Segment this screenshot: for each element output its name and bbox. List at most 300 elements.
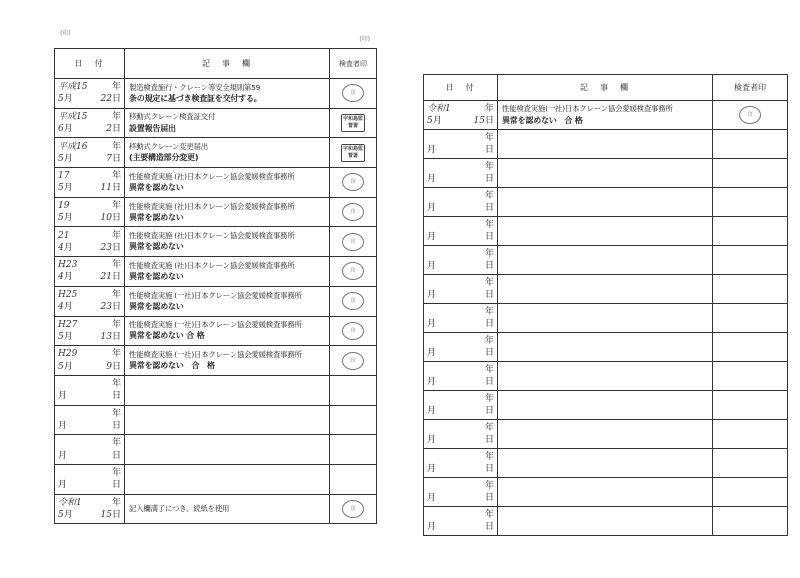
month-value: 4	[58, 272, 64, 283]
log-row	[424, 159, 788, 188]
day-value: 11	[100, 183, 112, 194]
date-line-monthday	[58, 450, 121, 462]
year-value: 19	[58, 200, 70, 211]
log-row	[424, 333, 788, 362]
month-label: 月	[63, 124, 73, 135]
entry-cell	[125, 108, 330, 138]
year-label: 年	[111, 141, 121, 152]
date-line-year	[58, 259, 121, 271]
date-cell	[424, 246, 498, 275]
date-line-year	[58, 408, 121, 420]
log-row	[55, 346, 377, 376]
inspector-stamp	[330, 203, 376, 221]
date-line-monthday	[58, 420, 121, 432]
date-cell	[424, 188, 498, 217]
month-value: 4	[58, 302, 64, 313]
inspector-cell	[330, 168, 377, 198]
month-value: 5	[58, 153, 64, 164]
date-cell	[55, 405, 125, 435]
month-label: 月	[58, 450, 68, 461]
date-cell	[424, 333, 498, 362]
entry-line-2: 異常を認めない 合 格	[129, 361, 215, 371]
inspector-cell	[713, 217, 788, 246]
inspector-stamp	[330, 262, 376, 280]
day-label: 日	[484, 232, 494, 242]
entry-cell	[125, 286, 330, 316]
date-line-year	[427, 103, 494, 115]
date-cell	[424, 362, 498, 391]
inspector-cell	[713, 420, 788, 449]
date-line-monthday	[58, 123, 121, 135]
left-page	[54, 30, 376, 524]
year-label: 年	[111, 200, 121, 211]
month-label: 月	[63, 242, 73, 253]
month-label: 月	[427, 203, 437, 213]
year-label: 年	[484, 335, 494, 346]
date-line-year	[58, 348, 121, 360]
date-line-monthday	[58, 390, 121, 402]
month-value: 4	[58, 242, 64, 253]
year-value: 16	[76, 141, 88, 152]
entry-cell	[125, 346, 330, 376]
inspector-cell	[330, 138, 377, 168]
day-label: 日	[484, 261, 494, 271]
entry-cell	[498, 246, 713, 275]
date-line-monthday	[58, 479, 121, 491]
inspector-cell	[330, 286, 377, 316]
date-line-year	[427, 219, 494, 231]
year-label: 年	[111, 290, 121, 301]
month-label: 月	[427, 261, 437, 271]
date-line-year	[58, 170, 121, 182]
entry-cell	[125, 375, 330, 405]
month-label: 月	[427, 232, 437, 242]
day-value: 7	[106, 153, 112, 164]
day-value: 10	[100, 213, 112, 224]
date-line-year	[427, 335, 494, 347]
entry-line-2: 条の規定に基づき検査証を交付する。	[129, 93, 262, 103]
log-row	[55, 375, 377, 405]
entry-cell	[498, 275, 713, 304]
log-row	[55, 316, 377, 346]
inspector-stamp	[330, 84, 376, 102]
entry-line-2: 異常を認めない	[129, 182, 184, 192]
day-label: 日	[111, 242, 121, 253]
era-value: 令和1	[427, 103, 451, 114]
entry-cell	[125, 435, 330, 465]
day-label: 日	[484, 174, 494, 184]
month-label: 月	[427, 319, 437, 329]
date-line-monthday	[58, 361, 121, 373]
inspector-cell	[330, 108, 377, 138]
date-line-monthday	[58, 242, 121, 254]
entry-cell	[498, 130, 713, 159]
date-line-year	[427, 480, 494, 492]
inspector-stamp	[330, 114, 376, 132]
date-line-year	[427, 393, 494, 405]
day-label: 日	[111, 124, 121, 135]
date-line-year	[427, 248, 494, 260]
date-line-monthday	[58, 301, 121, 313]
inspector-cell	[713, 246, 788, 275]
day-value: 15	[100, 509, 112, 520]
inspector-stamp	[330, 500, 376, 518]
date-line-year	[427, 422, 494, 434]
date-line-year	[427, 190, 494, 202]
year-label: 年	[111, 497, 121, 508]
log-row	[55, 464, 377, 494]
seal-icon: 印	[342, 322, 364, 340]
year-label: 年	[484, 422, 494, 433]
log-row	[424, 391, 788, 420]
year-label: 年	[111, 349, 121, 360]
date-line-monthday	[58, 153, 121, 165]
day-value: 15	[473, 116, 485, 126]
date-line-monthday	[427, 347, 494, 359]
date-cell	[424, 449, 498, 478]
date-cell	[55, 227, 125, 257]
month-label: 月	[427, 290, 437, 300]
entry-line-1: 製造検査施行・クレーン等安全規則第59	[129, 82, 261, 92]
date-line-monthday	[58, 509, 121, 521]
date-line-monthday	[58, 331, 121, 343]
day-label: 日	[111, 272, 121, 283]
year-label: 年	[484, 509, 494, 520]
entry-line-2: 異常を認めない	[129, 212, 184, 222]
date-cell	[424, 304, 498, 333]
era-value: 平成	[58, 111, 77, 122]
entry-header: 記 事 欄	[125, 49, 330, 79]
log-row	[424, 478, 788, 507]
year-value: 17	[58, 171, 70, 182]
day-value: 2	[106, 124, 112, 135]
date-line-year	[58, 437, 121, 449]
date-line-monthday	[427, 144, 494, 156]
inspector-header: 検査者印	[330, 49, 377, 79]
inspector-cell	[330, 79, 377, 109]
log-row	[55, 108, 377, 138]
inspector-cell	[713, 275, 788, 304]
day-label: 日	[111, 450, 121, 461]
entry-cell	[125, 405, 330, 435]
inspector-cell	[713, 188, 788, 217]
date-cell	[55, 494, 125, 524]
day-label: 日	[111, 183, 121, 194]
month-label: 月	[58, 391, 68, 402]
log-row	[424, 246, 788, 275]
year-label: 年	[484, 190, 494, 201]
entry-line-1: 移動式クレーン検査証交付	[129, 112, 216, 122]
inspector-cell	[713, 333, 788, 362]
date-cell	[424, 275, 498, 304]
inspector-cell	[330, 197, 377, 227]
month-value: 5	[58, 183, 64, 194]
log-row	[424, 304, 788, 333]
date-cell	[55, 108, 125, 138]
day-value: 21	[100, 272, 112, 283]
day-label: 日	[484, 377, 494, 387]
day-label: 日	[484, 203, 494, 213]
entry-cell	[498, 449, 713, 478]
seal-icon: 印	[342, 233, 364, 251]
corner-stamp-left: (印)	[60, 30, 71, 37]
day-value: 13	[100, 331, 112, 342]
year-label: 年	[111, 260, 121, 271]
entry-line-2: (主要構造部分変更)	[129, 153, 199, 163]
date-line-monthday	[58, 93, 121, 105]
date-line-monthday	[427, 492, 494, 504]
entry-cell	[498, 362, 713, 391]
inspector-cell	[713, 478, 788, 507]
log-row	[55, 197, 377, 227]
inspector-stamp	[330, 352, 376, 370]
inspector-cell	[330, 227, 377, 257]
date-cell	[424, 391, 498, 420]
date-cell	[424, 478, 498, 507]
era-value: 令和1	[58, 497, 82, 508]
year-label: 年	[111, 319, 121, 330]
date-cell	[424, 101, 498, 130]
year-label: 年	[484, 132, 494, 143]
date-cell	[55, 257, 125, 287]
seal-icon: 印	[342, 203, 364, 221]
entry-line-1: 性能検査実施 (社)日本クレーン協会愛媛検査事務所	[129, 231, 295, 241]
entry-line-1: 性能検査実施 (一社)日本クレーン協会愛媛検査事務所	[129, 290, 302, 300]
entry-cell	[498, 188, 713, 217]
day-label: 日	[484, 493, 494, 503]
date-line-year	[58, 378, 121, 390]
date-line-monthday	[427, 521, 494, 533]
entry-cell	[498, 391, 713, 420]
log-row	[55, 79, 377, 109]
year-label: 年	[484, 393, 494, 404]
year-label: 年	[484, 103, 494, 114]
year-label: 年	[111, 438, 121, 449]
day-label: 日	[484, 319, 494, 329]
month-label: 月	[427, 174, 437, 184]
log-row	[424, 275, 788, 304]
day-label: 日	[484, 145, 494, 155]
month-label: 月	[427, 406, 437, 416]
inspector-header: 検査者印	[713, 75, 788, 101]
day-label: 日	[484, 348, 494, 358]
month-value: 5	[58, 331, 64, 342]
seal-icon: 宇和島監督署	[341, 144, 365, 162]
month-label: 月	[63, 361, 73, 372]
inspector-cell	[713, 391, 788, 420]
inspector-cell	[330, 435, 377, 465]
log-row	[55, 227, 377, 257]
date-cell	[55, 79, 125, 109]
date-line-year	[58, 200, 121, 212]
log-row	[424, 188, 788, 217]
month-label: 月	[427, 493, 437, 503]
year-label: 年	[484, 248, 494, 259]
entry-line-1: 性能検査実施 (社)日本クレーン協会愛媛検査事務所	[129, 201, 295, 211]
year-label: 年	[484, 306, 494, 317]
date-header: 日 付	[55, 49, 125, 79]
date-line-year	[427, 451, 494, 463]
seal-icon: 印	[342, 173, 364, 191]
seal-icon: 印	[342, 352, 364, 370]
date-cell	[55, 464, 125, 494]
month-label: 月	[427, 464, 437, 474]
day-label: 日	[111, 94, 121, 105]
day-label: 日	[484, 406, 494, 416]
year-label: 年	[111, 171, 121, 182]
date-line-monthday	[58, 182, 121, 194]
entry-cell	[498, 217, 713, 246]
left-log-table	[54, 48, 377, 524]
date-cell	[55, 286, 125, 316]
month-label: 月	[58, 420, 68, 431]
date-line-monthday	[427, 376, 494, 388]
date-cell	[55, 138, 125, 168]
date-line-year	[58, 467, 121, 479]
month-label: 月	[427, 435, 437, 445]
log-row	[424, 101, 788, 130]
day-label: 日	[111, 302, 121, 313]
month-label: 月	[63, 302, 73, 313]
entry-cell	[125, 494, 330, 524]
day-value: 23	[100, 302, 112, 313]
month-label: 月	[432, 116, 442, 126]
date-cell	[55, 346, 125, 376]
date-line-monthday	[427, 318, 494, 330]
month-label: 月	[427, 522, 437, 532]
log-row	[55, 435, 377, 465]
seal-icon: 印	[342, 262, 364, 280]
date-line-year	[58, 81, 121, 93]
inspector-cell	[713, 362, 788, 391]
year-label: 年	[484, 219, 494, 230]
date-cell	[424, 507, 498, 536]
day-value: 23	[100, 242, 112, 253]
date-line-year	[427, 509, 494, 521]
inspector-stamp	[330, 233, 376, 251]
date-line-monthday	[427, 115, 494, 127]
date-line-year	[58, 230, 121, 242]
date-cell	[55, 316, 125, 346]
month-label: 月	[63, 153, 73, 164]
year-value: 21	[58, 230, 70, 241]
inspector-cell	[330, 464, 377, 494]
inspector-stamp	[330, 144, 376, 162]
seal-icon: 印	[342, 500, 364, 518]
seal-icon: 宇和島監督署	[341, 114, 365, 132]
inspector-cell	[330, 346, 377, 376]
date-cell	[55, 435, 125, 465]
inspector-stamp	[330, 322, 376, 340]
month-label: 月	[58, 480, 68, 491]
day-label: 日	[111, 509, 121, 520]
log-row	[55, 494, 377, 524]
date-line-monthday	[427, 405, 494, 417]
inspector-cell	[330, 257, 377, 287]
log-row	[424, 507, 788, 536]
date-line-monthday	[58, 212, 121, 224]
era-value: 平成	[58, 82, 77, 93]
date-cell	[424, 159, 498, 188]
entry-line-2: 異常を認めない	[129, 301, 184, 311]
log-row	[55, 286, 377, 316]
date-cell	[55, 168, 125, 198]
entry-cell	[498, 507, 713, 536]
month-label: 月	[63, 94, 73, 105]
date-line-year	[427, 277, 494, 289]
day-label: 日	[111, 213, 121, 224]
month-value: 5	[58, 94, 64, 105]
month-label: 月	[427, 348, 437, 358]
entry-line-1: 性能検査実施(一社)日本クレーン協会愛媛検査事務所	[502, 104, 673, 114]
month-label: 月	[427, 377, 437, 387]
inspector-cell	[330, 494, 377, 524]
date-line-year	[427, 364, 494, 376]
day-label: 日	[484, 435, 494, 445]
date-line-monthday	[427, 202, 494, 214]
inspector-cell	[330, 375, 377, 405]
entry-line-1: 移動式クレーン変更届出	[129, 142, 208, 152]
day-label: 日	[111, 420, 121, 431]
date-line-monthday	[427, 434, 494, 446]
date-line-monthday	[427, 260, 494, 272]
seal-icon: 印	[342, 84, 364, 102]
log-row	[55, 405, 377, 435]
date-line-year	[58, 289, 121, 301]
date-line-year	[58, 141, 121, 153]
log-row	[424, 217, 788, 246]
month-label: 月	[63, 272, 73, 283]
date-line-monthday	[427, 231, 494, 243]
day-label: 日	[484, 464, 494, 474]
entry-line-1: 性能検査実施 (一社)日本クレーン協会愛媛検査事務所	[129, 320, 302, 330]
inspector-cell	[713, 304, 788, 333]
date-cell	[55, 197, 125, 227]
era-value: H27	[58, 319, 78, 330]
right-page	[423, 74, 787, 536]
year-label: 年	[484, 364, 494, 375]
date-line-monthday	[427, 173, 494, 185]
entry-cell	[498, 420, 713, 449]
year-label: 年	[111, 468, 121, 479]
month-label: 月	[63, 183, 73, 194]
inspector-cell	[713, 159, 788, 188]
entry-line-1: 性能検査実施 (一社)日本クレーン協会愛媛検査事務所	[129, 349, 302, 359]
entry-cell	[498, 159, 713, 188]
corner-stamp-right: (印)	[359, 36, 370, 43]
entry-cell	[125, 227, 330, 257]
entry-line-2: 異常を認めない	[129, 272, 184, 282]
day-label: 日	[111, 153, 121, 164]
date-cell	[424, 420, 498, 449]
month-label: 月	[63, 213, 73, 224]
year-label: 年	[111, 111, 121, 122]
log-row	[55, 168, 377, 198]
entry-line-1: 性能検査実施 (社)日本クレーン協会愛媛検査事務所	[129, 260, 295, 270]
day-label: 日	[484, 522, 494, 532]
month-label: 月	[427, 145, 437, 155]
inspector-cell	[713, 507, 788, 536]
day-label: 日	[111, 331, 121, 342]
year-label: 年	[111, 230, 121, 241]
date-header: 日 付	[424, 75, 498, 101]
year-label: 年	[484, 451, 494, 462]
entry-line-2: 設置報告届出	[129, 123, 176, 133]
entry-cell	[125, 197, 330, 227]
month-value: 5	[58, 509, 64, 520]
seal-icon: 印	[342, 292, 364, 310]
log-row	[424, 130, 788, 159]
